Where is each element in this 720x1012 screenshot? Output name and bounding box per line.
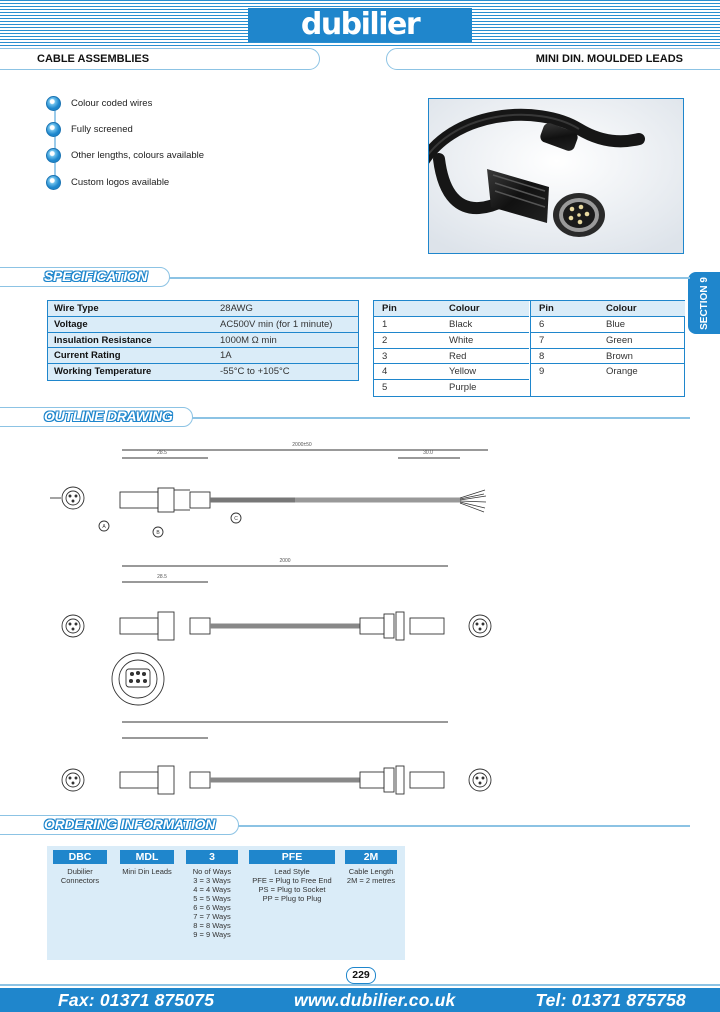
spec-heading: [0, 267, 170, 287]
order-desc: [345, 867, 397, 885]
pin-header-pin: Pin: [382, 303, 397, 314]
bullet-icon: [46, 175, 61, 190]
order-desc-line: 5 = 5 Ways: [193, 894, 231, 903]
pin-number: 6: [539, 319, 545, 330]
order-desc: [53, 867, 107, 885]
order-desc-line: Dubilier: [67, 867, 93, 876]
spec-row: [48, 348, 358, 364]
feature-item: [46, 143, 366, 169]
order-desc-line: Connectors: [60, 876, 100, 885]
order-column-length: [345, 850, 397, 885]
feature-list: [46, 90, 366, 195]
spec-title: SPECIFICATION: [44, 268, 148, 284]
section-tab-label: SECTION 9: [698, 276, 710, 330]
category-right: MINI DIN. MOULDED LEADS: [386, 48, 720, 70]
pin-number: 8: [539, 350, 545, 362]
spec-value: 28AWG: [220, 303, 253, 314]
pin-colour: Purple: [449, 382, 477, 394]
dim-total: 2000±50: [292, 442, 312, 448]
order-desc-line: 2M = 2 metres: [346, 876, 396, 885]
order-desc-line: Cable Length: [348, 867, 394, 876]
pin-row: [531, 333, 685, 349]
spec-value: AC500V min (for 1 minute): [220, 318, 333, 330]
order-desc: [120, 867, 174, 876]
bullet-icon: [46, 148, 61, 163]
dim-connector-2: 28.5: [157, 574, 167, 580]
pin-number: 4: [382, 366, 388, 378]
pin-colour: White: [449, 334, 474, 346]
order-code: 3: [186, 850, 238, 864]
cable-photo-illustration: [429, 99, 684, 254]
order-desc-line: PP = Plug to Plug: [262, 894, 322, 903]
spec-label: Wire Type: [54, 303, 99, 314]
bullet-icon: [46, 96, 61, 111]
pin-column-right: [530, 301, 685, 396]
pin-header-colour: Colour: [449, 303, 480, 314]
order-code: DBC: [53, 850, 107, 864]
order-desc-line: PS = Plug to Socket: [258, 885, 326, 894]
spec-row: [48, 333, 358, 349]
order-desc-line: 7 = 7 Ways: [193, 912, 231, 921]
order-desc-line: 6 = 6 Ways: [193, 903, 231, 912]
drawing-pfe: [50, 442, 488, 537]
pin-header: [374, 301, 529, 317]
feature-item: [46, 169, 366, 195]
label-b: B: [156, 530, 160, 536]
pin-colour-table: [373, 300, 685, 397]
brand-name: dubilier: [300, 7, 420, 42]
footer-rule: [0, 984, 720, 986]
order-desc-line: 4 = 4 Ways: [193, 885, 231, 894]
pin-colour: Green: [606, 334, 633, 346]
bullet-icon: [46, 122, 61, 137]
pin-header-colour: Colour: [606, 303, 637, 314]
ordering-title: ORDERING INFORMATION: [44, 816, 216, 832]
feature-text: Custom logos available: [71, 176, 170, 188]
pin-column-left: [374, 301, 529, 396]
order-desc-line: 8 = 8 Ways: [193, 921, 231, 930]
outline-drawing-svg: [40, 434, 510, 814]
feature-text: Other lengths, colours available: [71, 150, 205, 162]
section-tab: [688, 272, 720, 334]
pin-colour: Red: [449, 350, 467, 362]
pin-row: [374, 380, 529, 396]
pin-row: [374, 333, 529, 349]
pin-number: 2: [382, 334, 388, 346]
fax-number: Fax: 01371 875075: [58, 989, 215, 1010]
outline-title: OUTLINE DRAWING: [44, 408, 173, 424]
pin-row: [374, 317, 529, 333]
spec-row: [48, 317, 358, 333]
category-left: CABLE ASSEMBLIES: [0, 48, 320, 70]
spec-row: [48, 301, 358, 317]
feature-item: [46, 116, 366, 142]
pin-colour: Yellow: [449, 366, 477, 378]
pin-row: [374, 364, 529, 380]
label-a: A: [102, 524, 106, 530]
order-desc: [249, 867, 335, 903]
order-column-ways: [186, 850, 238, 939]
order-desc-line: No of Ways: [192, 867, 232, 876]
tel-number: Tel: 01371 875758: [535, 989, 686, 1010]
drawing-ps: [62, 558, 491, 705]
website-link[interactable]: www.dubilier.co.uk: [294, 989, 456, 1010]
feature-item: [46, 90, 366, 116]
footer-contact-bar: [0, 988, 720, 1012]
spec-row: [48, 364, 358, 380]
pin-colour: Black: [449, 319, 473, 330]
spec-table: [47, 300, 359, 381]
order-code: PFE: [249, 850, 335, 864]
order-column-style: [249, 850, 335, 903]
pin-number: 7: [539, 334, 545, 346]
order-desc-line: 3 = 3 Ways: [193, 876, 231, 885]
pin-row: [374, 349, 529, 365]
spec-value: -55°C to +105°C: [220, 366, 290, 378]
product-photo: [428, 98, 684, 254]
pin-header-pin: Pin: [539, 303, 554, 314]
pin-number: 1: [382, 319, 388, 330]
pin-header: [531, 301, 685, 317]
spec-label: Insulation Resistance: [54, 334, 152, 346]
feature-text: Colour coded wires: [71, 97, 153, 109]
order-code: MDL: [120, 850, 174, 864]
outline-heading: [0, 407, 193, 427]
spec-value: 1000M Ω min: [220, 334, 277, 346]
order-desc-line: Lead Style: [274, 867, 310, 876]
spec-label: Current Rating: [54, 350, 121, 362]
page-number: 229: [346, 967, 376, 984]
dim-connector: 28.5: [157, 450, 167, 456]
order-desc-line: Mini Din Leads: [122, 867, 172, 876]
pin-colour: Orange: [606, 366, 638, 378]
feature-text: Fully screened: [71, 123, 133, 135]
spec-label: Voltage: [54, 318, 88, 330]
pin-colour: Blue: [606, 319, 626, 330]
pin-row: [531, 317, 685, 333]
brand-logo: [248, 8, 472, 42]
ordering-heading: [0, 815, 239, 835]
pin-row: [531, 364, 685, 380]
ordering-panel: [47, 846, 405, 960]
pin-number: 5: [382, 382, 388, 394]
pin-colour: Brown: [606, 350, 633, 362]
order-desc-line: PFE = Plug to Free End: [252, 876, 332, 885]
pin-number: 3: [382, 350, 388, 362]
order-code: 2M: [345, 850, 397, 864]
dim-total-2: 2000: [279, 558, 291, 564]
order-column-type: [120, 850, 174, 876]
label-c: C: [234, 516, 238, 522]
spec-label: Working Temperature: [54, 366, 152, 378]
spec-value: 1A: [220, 350, 232, 362]
order-column-series: [53, 850, 107, 885]
pin-row: [531, 349, 685, 365]
pin-number: 9: [539, 366, 545, 378]
order-desc-line: 9 = 9 Ways: [193, 930, 231, 939]
dim-strip: 30.0: [423, 450, 433, 456]
outline-drawing: [40, 434, 510, 814]
drawing-pp: [62, 722, 491, 794]
order-desc: [186, 867, 238, 939]
